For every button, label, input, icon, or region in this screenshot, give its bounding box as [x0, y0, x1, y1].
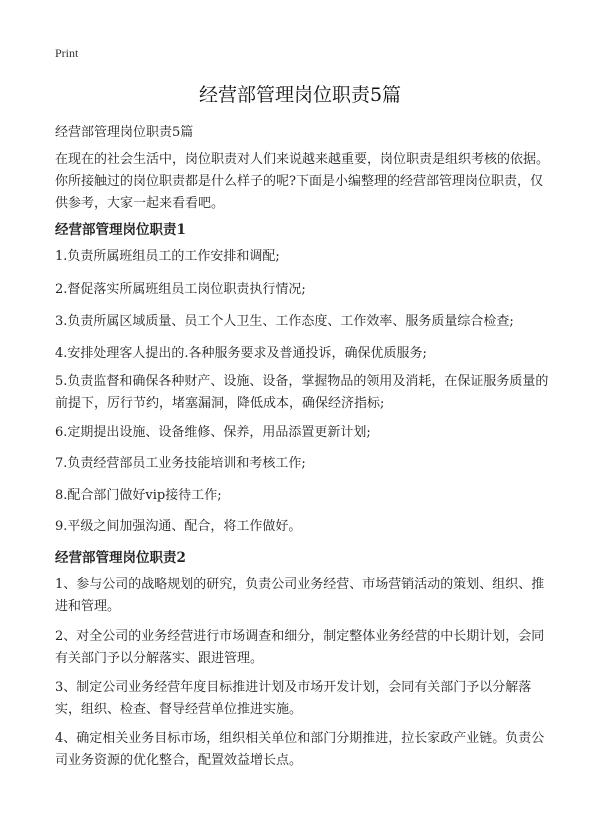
print-label: Print [55, 46, 79, 60]
section-heading-2: 经营部管理岗位职责2 [55, 550, 186, 566]
duty-item: 3、制定公司业务经营年度目标推进计划及市场开发计划，会同有关部门予以分解落实，组织、检查、督导经营单位推进实施。 [55, 680, 532, 717]
document-subtitle: 经营部管理岗位职责5篇 [55, 125, 194, 140]
duty-item: 2、对全公司的业务经营进行市场调查和细分，制定整体业务经营的中长期计划，会同有关部门予以分解落实、跟进管理。 [55, 629, 545, 666]
duty-item: 4、确定相关业务目标市场，组织相关单位和部门分期推进，拉长家政产业链。负责公司业务资源的优化整合，配置效益增长点。 [55, 731, 545, 768]
duty-item: 6.定期提出设施、设备维修、保养，用品添置更新计划; [55, 425, 371, 440]
section-heading-1: 经营部管理岗位职责1 [55, 222, 186, 238]
intro-paragraph: 在现在的社会生活中，岗位职责对人们来说越来越重要，岗位职责是组织考核的依据。你所接触过的岗位职责都是什么样子的呢?下面是小编整理的经营部管理岗位职责，仅供参考，大家一起来看看吧。 [55, 152, 550, 211]
duty-item: 7.负责经营部员工业务技能培训和考核工作; [55, 456, 306, 471]
duty-item: 9.平级之间加强沟通、配合，将工作做好。 [55, 519, 302, 534]
duty-item: 2.督促落实所属班组员工岗位职责执行情况; [55, 282, 306, 297]
duty-item: 8.配合部门做好vip接待工作; [55, 488, 222, 503]
duty-item: 3.负责所属区域质量、员工个人卫生、工作态度、工作效率、服务质量综合检查; [55, 314, 514, 329]
duty-item: 5.负责监督和确保各种财产、设施、设备，掌握物品的领用及消耗，在保证服务质量的前提下，厉行节约，堵塞漏洞，降低成本，确保经济指标; [55, 374, 549, 411]
duty-item: 4.安排处理客人提出的.各种服务要求及普通投诉，确保优质服务; [55, 346, 427, 361]
duty-item: 1、参与公司的战略规划的研究，负责公司业务经营、市场营销活动的策划、组织、推进和管理。 [55, 577, 545, 614]
page-title: 经营部管理岗位职责5篇 [198, 84, 402, 106]
duty-item: 1.负责所属班组员工的工作安排和调配; [55, 249, 280, 264]
